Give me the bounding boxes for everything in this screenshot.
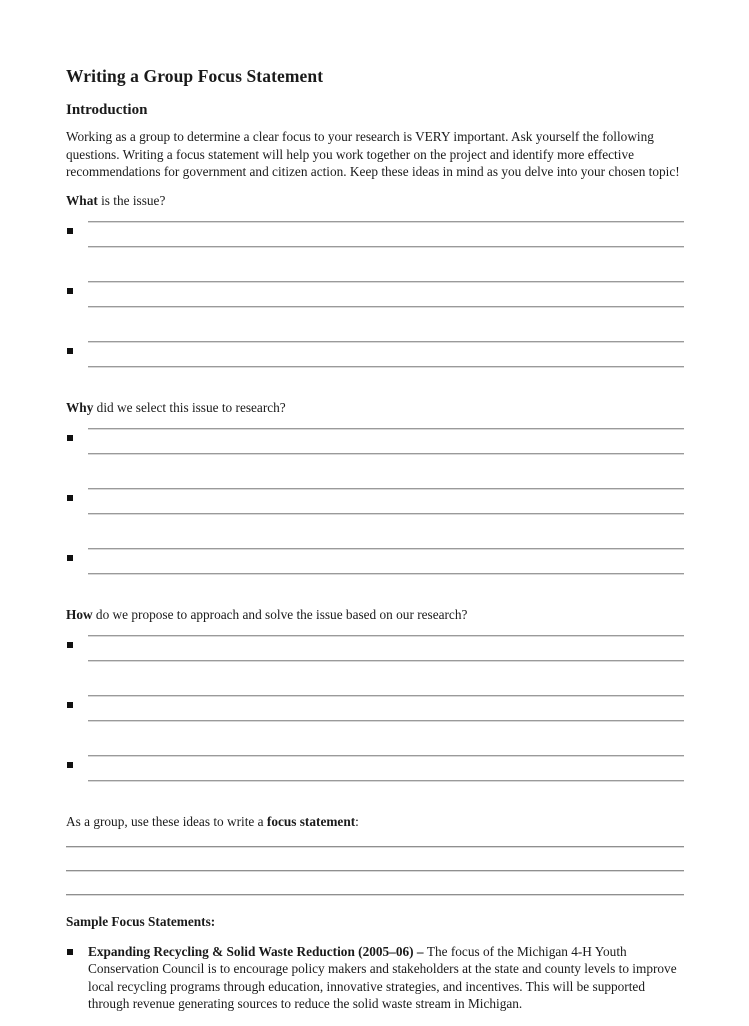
write-in-line[interactable] — [88, 281, 684, 283]
focus-prompt-after: : — [355, 813, 359, 829]
write-in-line[interactable] — [88, 488, 684, 490]
write-in-line[interactable] — [88, 221, 684, 223]
answer-block-what — [66, 221, 684, 389]
answer-lines — [88, 281, 684, 308]
answer-bullet-row — [66, 755, 684, 803]
square-bullet-icon — [67, 702, 73, 708]
focus-prompt-before: As a group, use these ideas to write a — [66, 813, 267, 829]
focus-statement-prompt — [66, 813, 684, 830]
write-in-line[interactable] — [88, 246, 684, 248]
question-why — [66, 399, 684, 416]
question-how-keyword: How — [66, 606, 93, 622]
question-why-text: did we select this issue to research? — [93, 399, 286, 415]
write-in-line[interactable] — [66, 894, 684, 896]
square-bullet-icon — [67, 228, 73, 234]
write-in-line[interactable] — [88, 720, 684, 722]
introduction-paragraph: Working as a group to determine a clear focus to your research is VERY important. Ask yourself the following questions. Writing a focus statement will help you work together on the project and identify more effective recommendations for government and citizen action. Keep these ideas in mind as you delve into your chosen topic! — [66, 129, 680, 180]
answer-bullet-row — [66, 281, 684, 329]
question-what — [66, 192, 684, 209]
focus-prompt-bold: focus statement — [266, 813, 356, 829]
write-in-line[interactable] — [88, 513, 684, 515]
write-in-line[interactable] — [88, 428, 684, 430]
square-bullet-icon — [67, 642, 73, 648]
question-how — [66, 606, 684, 623]
answer-bullet-row — [66, 488, 684, 536]
answer-bullet-row — [66, 428, 684, 476]
sample-statements-heading: Sample Focus Statements: — [66, 913, 216, 929]
question-what-text: is the issue? — [97, 192, 166, 208]
document-content — [66, 66, 684, 1026]
answer-bullet-row — [66, 635, 684, 683]
write-in-line[interactable] — [88, 341, 684, 343]
write-in-line[interactable] — [88, 306, 684, 308]
answer-lines — [88, 635, 684, 662]
write-in-line[interactable] — [88, 780, 684, 782]
write-in-line[interactable] — [66, 870, 684, 872]
answer-block-why — [66, 428, 684, 596]
answer-bullet-row — [66, 341, 684, 389]
answer-bullet-row — [66, 695, 684, 743]
answer-lines — [88, 695, 684, 722]
sample-statement-body: The focus of the Michigan 4-H Youth Conservation Council is to encourage policy makers and stakeholders at the state and county levels to improve local recycling programs through education, innovative strategies, and incentives. This will be supported through revenue generating sources to reduce the solid waste stream in Michigan. — [88, 944, 677, 1012]
write-in-line[interactable] — [88, 635, 684, 637]
answer-lines — [88, 755, 684, 782]
answer-lines — [88, 548, 684, 575]
introduction-heading: Introduction — [66, 102, 148, 118]
square-bullet-icon — [67, 949, 73, 955]
write-in-line[interactable] — [88, 660, 684, 662]
answer-block-how — [66, 635, 684, 803]
square-bullet-icon — [67, 288, 73, 294]
write-in-line[interactable] — [88, 548, 684, 550]
write-in-line[interactable] — [88, 573, 684, 575]
write-in-line[interactable] — [88, 755, 684, 757]
answer-lines — [88, 221, 684, 248]
answer-bullet-row — [66, 548, 684, 596]
write-in-line[interactable] — [88, 366, 684, 368]
square-bullet-icon — [67, 495, 73, 501]
page-title: Writing a Group Focus Statement — [66, 66, 324, 86]
square-bullet-icon — [67, 348, 73, 354]
square-bullet-icon — [67, 435, 73, 441]
question-what-keyword: What — [66, 192, 98, 208]
answer-lines — [88, 341, 684, 368]
list-item — [66, 943, 684, 1013]
write-in-line[interactable] — [88, 453, 684, 455]
focus-statement-lines — [66, 846, 684, 896]
sample-statement-lead: Expanding Recycling & Solid Waste Reduction (2005–06) – — [88, 944, 427, 960]
square-bullet-icon — [67, 762, 73, 768]
write-in-line[interactable] — [66, 846, 684, 848]
question-how-text: do we propose to approach and solve the issue based on our research? — [92, 606, 468, 622]
write-in-line[interactable] — [88, 695, 684, 697]
answer-lines — [88, 488, 684, 515]
answer-bullet-row — [66, 221, 684, 269]
sample-statement-text — [88, 943, 684, 1013]
question-why-keyword: Why — [66, 399, 94, 415]
answer-lines — [88, 428, 684, 455]
square-bullet-icon — [67, 555, 73, 561]
